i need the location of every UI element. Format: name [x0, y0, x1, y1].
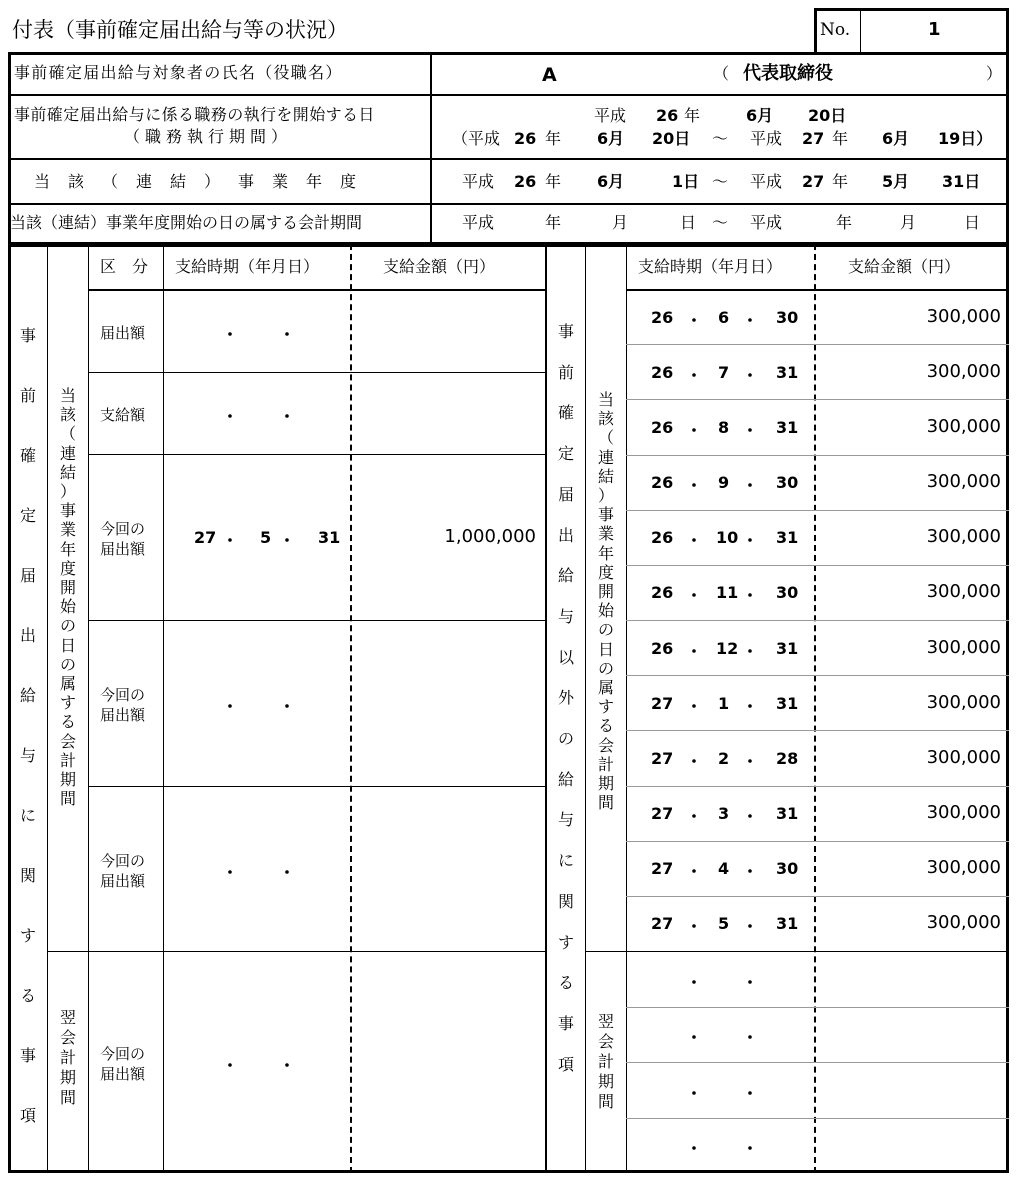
vertical-label-char: 定: [19, 506, 36, 525]
vertical-label-char: 事: [557, 322, 574, 341]
vertical-label-char: 外: [557, 688, 574, 708]
date-separator-dot: ・: [742, 751, 759, 771]
vertical-label-char: 事: [597, 505, 614, 525]
vertical-label-char: 期: [59, 1068, 76, 1087]
vertical-label-char: 事: [19, 326, 36, 345]
recipient-position[interactable]: 代表取締役: [743, 63, 833, 84]
vertical-label-char: 当: [59, 386, 76, 405]
payment-month[interactable]: 7: [718, 362, 730, 382]
date-separator-dot: ・: [742, 586, 759, 606]
detail-block: [8, 244, 1009, 1173]
payment-day[interactable]: 31: [776, 638, 799, 658]
payment-month[interactable]: 5: [718, 914, 730, 934]
vertical-label-char: 会: [59, 1028, 76, 1047]
payment-amount[interactable]: 300,000: [926, 691, 1001, 713]
vertical-label-char: 業: [59, 520, 76, 540]
vertical-label-char: の: [597, 620, 614, 640]
date-separator-dot: ・: [742, 1028, 759, 1048]
vertical-label-char: 項: [557, 1054, 574, 1074]
date-separator-dot: ・: [742, 972, 759, 992]
payment-year[interactable]: 27: [194, 528, 217, 547]
payment-day[interactable]: 31: [776, 528, 799, 548]
vertical-label-char: （: [59, 424, 76, 444]
payment-amount[interactable]: 300,000: [926, 802, 1001, 824]
row-divider: [626, 1118, 1009, 1119]
vertical-label-char: 事: [557, 1013, 574, 1033]
row-divider: [626, 730, 1009, 731]
vertical-label-char: 間: [597, 1092, 614, 1111]
date-separator-dot: ・: [686, 420, 703, 440]
date-separator-dot: ・: [279, 697, 296, 716]
payment-month[interactable]: 5: [260, 528, 272, 547]
advance-fixed-salary-section-label: [17, 306, 39, 1146]
vertical-label-char: 間: [59, 1088, 76, 1107]
payment-month[interactable]: 11: [716, 583, 739, 603]
number-value[interactable]: 1: [928, 19, 941, 40]
vertical-label-char: の: [557, 729, 574, 749]
vertical-label-char: る: [59, 712, 76, 732]
row-category-label: 支給額: [100, 406, 146, 424]
vertical-label-char: 計: [597, 754, 614, 774]
date-separator-dot: ・: [686, 531, 703, 551]
recipient-label: 事前確定届出給与対象者の氏名（役職名）: [14, 63, 343, 82]
date-separator-dot: ・: [222, 324, 239, 344]
vertical-label-char: 前: [19, 386, 36, 405]
payment-year[interactable]: 26: [651, 473, 674, 493]
vertical-label-char: 確: [19, 446, 36, 465]
vertical-label-char: 連: [597, 447, 614, 467]
vertical-label-char: 会: [59, 731, 76, 751]
payment-month[interactable]: 3: [718, 804, 730, 824]
vertical-label-char: 日: [59, 635, 76, 655]
vertical-label-char: 期: [59, 770, 76, 790]
row-divider: [626, 841, 1009, 842]
recipient-name[interactable]: A: [542, 64, 557, 86]
date-separator-dot: ・: [686, 476, 703, 496]
date-separator-dot: ・: [279, 407, 296, 426]
payment-year[interactable]: 27: [651, 914, 674, 934]
date-separator-dot: ・: [742, 310, 759, 330]
vertical-label-char: す: [19, 926, 36, 945]
row-divider: [626, 399, 1009, 400]
row-category-label: 今回の 届出額: [100, 520, 146, 558]
vertical-label-char: す: [597, 697, 614, 717]
vertical-label-char: 関: [19, 866, 36, 885]
payment-day[interactable]: 30: [776, 473, 799, 493]
vertical-label-char: 届: [557, 484, 574, 504]
vertical-label-char: 事: [19, 1046, 36, 1065]
date-separator-dot: ・: [222, 697, 239, 716]
date-separator-dot: ・: [686, 310, 703, 330]
payment-month[interactable]: 10: [716, 528, 739, 548]
payment-day[interactable]: 28: [776, 748, 799, 768]
vertical-label-char: 会: [597, 1032, 614, 1051]
vertical-label-char: ）: [59, 482, 76, 502]
date-separator-dot: ・: [742, 420, 759, 440]
payment-year[interactable]: 27: [651, 804, 674, 824]
date-separator-dot: ・: [686, 807, 703, 827]
right-header-payment-amount: 支給金額（円）: [848, 257, 961, 276]
right-current-period-label: [595, 390, 617, 812]
payment-day[interactable]: 31: [776, 417, 799, 437]
date-separator-dot: ・: [222, 1056, 239, 1075]
vertical-label-char: る: [557, 973, 574, 993]
vertical-label-char: の: [59, 616, 76, 636]
date-separator-dot: ・: [686, 1028, 703, 1048]
payment-day[interactable]: 31: [318, 528, 341, 547]
date-separator-dot: ・: [742, 917, 759, 937]
vertical-label-char: 当: [597, 390, 614, 409]
vertical-label-char: 与: [557, 810, 574, 830]
vertical-label-char: 出: [19, 626, 36, 645]
vertical-label-char: 始: [597, 601, 614, 621]
vertical-label-char: ）: [597, 486, 614, 506]
vertical-label-char: （: [597, 428, 614, 448]
header-category: 区 分: [100, 257, 149, 276]
date-separator-dot: ・: [742, 807, 759, 827]
payment-day[interactable]: 30: [776, 859, 799, 879]
section-divider: [585, 951, 1009, 952]
payment-day[interactable]: 30: [776, 307, 799, 327]
payment-month[interactable]: 1: [718, 693, 730, 713]
row-divider: [626, 455, 1009, 456]
vertical-label-char: す: [59, 693, 76, 713]
payment-amount[interactable]: 1,000,000: [444, 526, 536, 547]
vertical-label-char: 計: [597, 1052, 614, 1071]
vertical-label-char: 給: [557, 769, 574, 789]
row-category-label: 届出額: [100, 323, 146, 342]
payment-amount[interactable]: 300,000: [926, 636, 1001, 658]
date-separator-dot: ・: [222, 407, 239, 426]
vertical-label-char: 連: [59, 443, 76, 463]
vertical-label-char: 開: [597, 582, 614, 602]
payment-month[interactable]: 4: [718, 859, 730, 879]
row-divider: [626, 896, 1009, 897]
vertical-label-char: 以: [557, 647, 574, 667]
vertical-label-char: 計: [59, 1048, 76, 1067]
date-separator-dot: ・: [279, 1056, 296, 1075]
vertical-label-char: 年: [597, 543, 614, 563]
date-separator-dot: ・: [686, 696, 703, 716]
date-separator-dot: ・: [742, 641, 759, 661]
vertical-label-char: 間: [597, 793, 614, 813]
payment-amount[interactable]: 300,000: [926, 746, 1001, 768]
date-separator-dot: ・: [686, 917, 703, 937]
vertical-label-char: の: [597, 658, 614, 678]
vertical-label-char: 会: [597, 735, 614, 755]
payment-amount[interactable]: 300,000: [926, 912, 1001, 934]
vertical-label-char: 期: [597, 1072, 614, 1091]
date-separator-dot: ・: [686, 641, 703, 661]
vertical-label-char: 翌: [59, 1008, 76, 1027]
vertical-label-char: 定: [557, 444, 574, 464]
payment-month[interactable]: 6: [718, 307, 730, 327]
vertical-label-char: 度: [597, 562, 614, 582]
vertical-label-char: る: [597, 716, 614, 736]
date-separator-dot: ・: [686, 1139, 703, 1159]
payment-amount[interactable]: 300,000: [926, 360, 1001, 382]
header-payment-amount: 支給金額（円）: [383, 257, 496, 276]
date-separator-dot: ・: [686, 972, 703, 992]
vertical-label-char: 該: [597, 409, 614, 429]
vertical-label-char: 結: [59, 462, 76, 482]
payment-amount[interactable]: 300,000: [926, 526, 1001, 548]
payment-amount[interactable]: 300,000: [926, 415, 1001, 437]
row-divider: [626, 510, 1009, 511]
date-separator-dot: ・: [279, 531, 296, 550]
vertical-label-char: 出: [557, 525, 574, 545]
vertical-label-char: 計: [59, 750, 76, 770]
accounting-period-label: 当該（連結）事業年度開始の日の属する会計期間: [10, 213, 363, 232]
vertical-label-char: 翌: [597, 1012, 614, 1031]
payment-year[interactable]: 26: [651, 638, 674, 658]
payment-amount[interactable]: 300,000: [926, 857, 1001, 879]
row-divider: [626, 620, 1009, 621]
row-category-label: 今回の 届出額: [100, 851, 146, 890]
vertical-label-char: る: [19, 986, 36, 1005]
row-divider: [626, 1007, 1009, 1008]
date-separator-dot: ・: [742, 696, 759, 716]
date-separator-dot: ・: [222, 862, 239, 882]
vertical-label-char: 前: [557, 362, 574, 382]
vertical-label-char: 始: [59, 597, 76, 617]
vertical-label-char: 度: [59, 558, 76, 578]
row-divider: [626, 344, 1009, 345]
current-period-label: [57, 386, 79, 808]
duty-period-label: （職務執行期間）: [124, 127, 293, 146]
vertical-label-char: 開: [59, 578, 76, 598]
payment-day[interactable]: 31: [776, 362, 799, 382]
vertical-label-char: す: [557, 932, 574, 952]
payment-year[interactable]: 27: [651, 859, 674, 879]
vertical-label-char: に: [19, 806, 36, 825]
payment-month[interactable]: 2: [718, 748, 730, 768]
payment-year[interactable]: 26: [651, 362, 674, 382]
row-divider: [626, 675, 1009, 676]
payment-year[interactable]: 26: [651, 583, 674, 603]
fiscal-year-label: 当該（連結）事業年度: [34, 172, 375, 191]
date-separator-dot: ・: [686, 365, 703, 385]
vertical-label-char: 期: [597, 774, 614, 794]
date-separator-dot: ・: [742, 365, 759, 385]
row-divider: [626, 786, 1009, 787]
vertical-label-char: に: [557, 851, 574, 871]
vertical-label-char: 項: [19, 1106, 36, 1125]
payment-year[interactable]: 26: [651, 417, 674, 437]
row-divider: [626, 565, 1009, 566]
payment-month[interactable]: 8: [718, 417, 730, 437]
date-separator-dot: ・: [686, 862, 703, 882]
row-divider: [626, 1062, 1009, 1063]
vertical-label-char: 給: [19, 686, 36, 705]
date-separator-dot: ・: [686, 751, 703, 771]
vertical-label-char: 年: [59, 539, 76, 559]
vertical-label-char: 属: [597, 678, 614, 698]
row-category-label: 今回の 届出額: [100, 1045, 146, 1083]
payment-month[interactable]: 9: [718, 473, 730, 493]
payment-amount[interactable]: 300,000: [926, 471, 1001, 493]
header-payment-date: 支給時期（年月日）: [175, 257, 320, 276]
vertical-label-char: 関: [557, 891, 574, 911]
vertical-label-char: 該: [59, 405, 76, 425]
date-separator-dot: ・: [279, 324, 296, 344]
payment-day[interactable]: 31: [776, 693, 799, 713]
payment-day[interactable]: 31: [776, 914, 799, 934]
payment-year[interactable]: 27: [651, 748, 674, 768]
date-separator-dot: ・: [279, 862, 296, 882]
date-separator-dot: ・: [742, 1083, 759, 1103]
date-separator-dot: ・: [222, 531, 239, 550]
duty-start-label: 事前確定届出給与に係る職務の執行を開始する日: [14, 105, 375, 124]
date-separator-dot: ・: [686, 586, 703, 606]
date-separator-dot: ・: [742, 862, 759, 882]
vertical-label-char: 間: [59, 789, 76, 809]
date-separator-dot: ・: [742, 1139, 759, 1159]
vertical-label-char: 与: [557, 606, 574, 626]
payment-year[interactable]: 26: [651, 528, 674, 548]
vertical-label-char: 事: [59, 501, 76, 521]
payment-year[interactable]: 26: [651, 307, 674, 327]
vertical-label-char: 属: [59, 674, 76, 694]
vertical-label-char: の: [59, 654, 76, 674]
date-separator-dot: ・: [742, 531, 759, 551]
payment-day[interactable]: 30: [776, 583, 799, 603]
vertical-label-char: 与: [19, 746, 36, 765]
payment-month[interactable]: 12: [716, 638, 739, 658]
vertical-label-char: 業: [597, 524, 614, 544]
number-label: No.: [820, 20, 851, 40]
next-period-label: [57, 1008, 79, 1108]
right-header-payment-date: 支給時期（年月日）: [638, 257, 783, 276]
payment-day[interactable]: 31: [776, 804, 799, 824]
vertical-label-char: 届: [19, 566, 36, 585]
vertical-label-char: 結: [597, 466, 614, 486]
payment-amount[interactable]: 300,000: [926, 581, 1001, 603]
vertical-label-char: 日: [597, 639, 614, 659]
row-category-label: 今回の 届出額: [100, 686, 146, 724]
payment-amount[interactable]: 300,000: [926, 305, 1001, 327]
right-next-period-label: [595, 1012, 617, 1112]
vertical-label-char: 給: [557, 566, 574, 586]
date-separator-dot: ・: [742, 476, 759, 496]
date-separator-dot: ・: [686, 1083, 703, 1103]
form-title: 付表（事前確定届出給与等の状況）: [12, 18, 348, 42]
vertical-label-char: 確: [557, 403, 574, 423]
other-salary-section-label: [555, 312, 577, 1085]
payment-year[interactable]: 27: [651, 693, 674, 713]
